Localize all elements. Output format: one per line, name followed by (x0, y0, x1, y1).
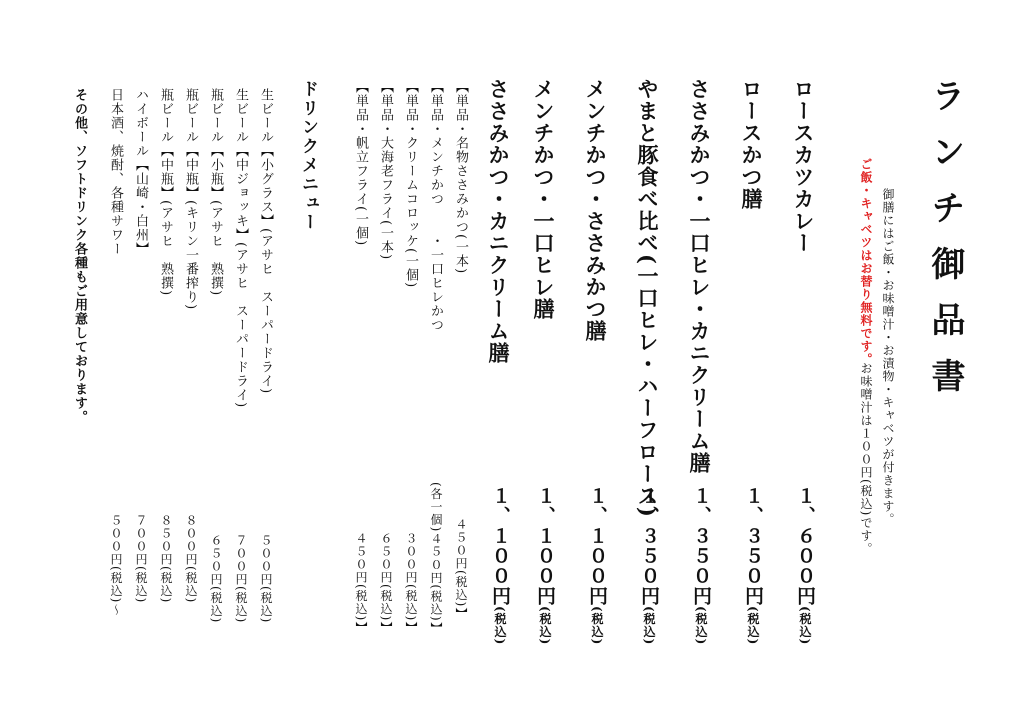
dish-price (743, 486, 762, 645)
drink-item-price: ８００円(税込) (184, 514, 198, 604)
drink-item-price: ６５０円(税込) (209, 534, 223, 624)
drink-item-name: 瓶ビール【中瓶】(アサヒ 熟撰) (158, 88, 173, 297)
drink-item-price: ５００円(税込) (259, 534, 273, 624)
single-item-price: ４５０円(税込)】 (354, 532, 368, 635)
price-value: １、１００円 (489, 486, 511, 606)
tax-label: (税込) (694, 606, 708, 646)
page-title: ランチ御品書 (925, 78, 965, 414)
note-miso-price: お味噌汁は１００円(税込)です。 (859, 362, 873, 556)
dish-price (490, 486, 509, 645)
dish-price (691, 486, 710, 645)
drink-menu-title: ドリンクメニュー (298, 80, 318, 232)
single-item-price: ６５０円(税込)】 (379, 532, 393, 635)
dish-price (639, 486, 658, 645)
single-item-name: 【単品・メンチかつ ・一口ヒレかつ (428, 80, 443, 332)
note-side-dishes: 御膳にはご飯・お味噌汁・お漬物・キャベツが付きます。 (881, 188, 895, 526)
single-item-price: ４５０円(税込)】 (454, 518, 468, 621)
price-value: １、１００円 (586, 486, 608, 606)
single-item-name: 【単品・名物ささみかつ(一本) (453, 80, 468, 275)
single-item-name: 【単品・帆立フライ(一個) (353, 80, 368, 247)
tax-label: (税込) (538, 606, 552, 646)
price-value: １、１００円 (534, 486, 556, 606)
dish-price (535, 486, 554, 645)
single-item-price: (各一個)４５０円(税込)】 (429, 482, 443, 635)
dish-name: メンチかつ・ささみかつ膳 (583, 78, 608, 342)
price-value: １、６００円 (794, 486, 816, 606)
drink-item-name: 瓶ビール【小瓶】(アサヒ 熟撰) (208, 88, 223, 297)
tax-label: (税込) (493, 606, 507, 646)
single-item-price: ３００円(税込)】 (404, 532, 418, 635)
drink-item-price: ８５０円(税込) (159, 514, 173, 604)
single-item-name: 【単品・クリームコロッケ(一個) (403, 80, 418, 289)
dish-name: やまと豚食べ比べ(一口ヒレ・ハーフロース) (635, 78, 660, 518)
note-refill-free: ご飯・キャベツはお替り無料です。 (859, 158, 873, 366)
drink-item-name: 日本酒、焼酎、各種サワー (108, 88, 123, 256)
dish-name: ささみかつ・一口ヒレ・カニクリーム膳 (687, 78, 712, 474)
footer-note: その他、ソフトドリンク各種もご用意しております。 (72, 88, 87, 424)
dish-name: メンチかつ・一口ヒレ膳 (531, 78, 556, 320)
dish-name: ささみかつ・カニクリーム膳 (486, 78, 511, 364)
tax-label: (税込) (798, 606, 812, 646)
dish-name: ロースかつ膳 (739, 78, 764, 210)
price-value: １、３５０円 (742, 486, 764, 606)
tax-label: (税込) (746, 606, 760, 646)
price-value: １、３５０円 (638, 486, 660, 606)
dish-price (587, 486, 606, 645)
drink-item-name: 生ビール【小グラス】(アサヒ スーパードライ) (258, 88, 273, 395)
drink-item-name: ハイボール【山崎・白州】 (133, 88, 148, 256)
drink-item-price: ５００円(税込)～ (109, 514, 123, 617)
dish-price (795, 486, 814, 645)
drink-item-price: ７００円(税込) (134, 514, 148, 604)
tax-label: (税込) (590, 606, 604, 646)
drink-item-price: ７００円(税込) (234, 534, 248, 624)
drink-item-name: 生ビール【中ジョッキ】(アサヒ スーパードライ) (233, 88, 248, 409)
dish-name: ロースカツカレー (791, 78, 816, 254)
price-value: １、３５０円 (690, 486, 712, 606)
drink-item-name: 瓶ビール【中瓶】(キリン一番搾り) (183, 88, 198, 311)
single-item-name: 【単品・大海老フライ(一本) (378, 80, 393, 261)
tax-label: (税込) (642, 606, 656, 646)
